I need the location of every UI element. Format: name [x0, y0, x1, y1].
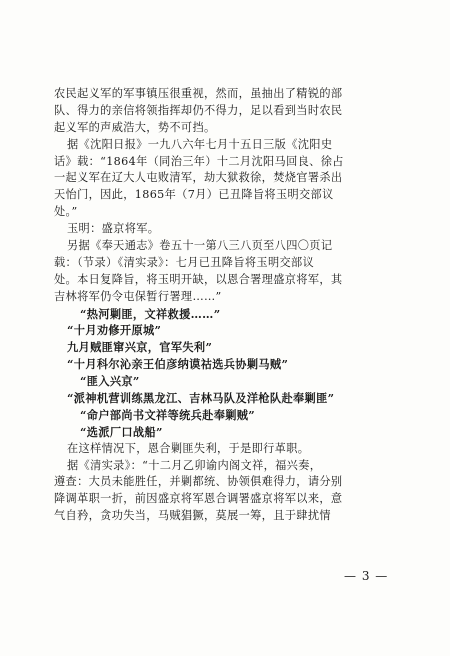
text-line: 据《清实录》：“十二月乙卯谕内阁文祥，福兴奏， [67, 458, 322, 472]
text-line: 处。” [54, 205, 78, 219]
text-line: 天怡门，因此，1865年（7月）已丑降旨将玉明交部议 [54, 188, 334, 202]
page-number: — 3 — [344, 569, 389, 583]
text-line: “选派厂口战船” [80, 424, 163, 439]
text-line: 吉林将军仍令屯保暂行署理……” [54, 289, 222, 303]
text-line: 另据《奉天通志》卷五十一第八三八页至八四〇页记 [67, 239, 333, 253]
text-line: 处。本日复降旨，将玉明开缺，以恩合署理盛京将军，其 [54, 272, 343, 286]
text-line: “命户部尚书文祥等统兵赴奉剿贼” [80, 407, 256, 422]
text-line: 一起义军在辽大人屯败清军，劫大狱救徐，焚烧官署杀出 [54, 171, 343, 185]
text-line: 起义军的声威浩大，势不可挡。 [54, 120, 216, 134]
text-line: 据《沈阳日报》一九八六年七月十五日三版《沈阳史 [67, 137, 333, 151]
text-line: 玉明：盛京将军。 [67, 222, 160, 236]
text-line: 队、得力的亲信将领指挥却仍不得力，足以看到当时农民 [54, 103, 343, 117]
text-line: 降调革职一折，前因盛京将军恩合调署盛京将军以来，意 [54, 492, 343, 506]
text-line: 农民起义军的军事镇压很重视，然而，虽抽出了精锐的部 [54, 87, 343, 100]
text-line: “匪入兴京” [80, 374, 140, 389]
body-text [54, 86, 404, 525]
text-line: 载：（节录）《清实录》：七月已丑降旨将玉明交部议 [54, 255, 315, 269]
text-line: “热河剿匪，文祥救援……” [80, 306, 221, 321]
text-line: “派神机营训练黑龙江、吉林马队及洋枪队赴奉剿匪” [67, 391, 335, 406]
text-line: 话》载：“1864年（同治三年）十二月沈阳马回良、徐占 [54, 154, 344, 168]
text-line: “十月劝修开原城” [67, 323, 162, 338]
text-line: 九月贼匪窜兴京，官军失利” [67, 340, 213, 355]
text-line: “十月科尔沁亲王伯彦纳谟祜选兵协剿马贼” [67, 357, 289, 372]
text-line: 在这样情况下，恩合剿匪失利，于是即行革职。 [67, 441, 310, 455]
text-line: 遵查：大员未能胜任，并剿都统、协领俱难得力，请分别 [54, 475, 343, 489]
text-line: 气自矜，贪功失当，马贼猖獗，莫展一筹，且于肆扰情 [54, 509, 331, 523]
